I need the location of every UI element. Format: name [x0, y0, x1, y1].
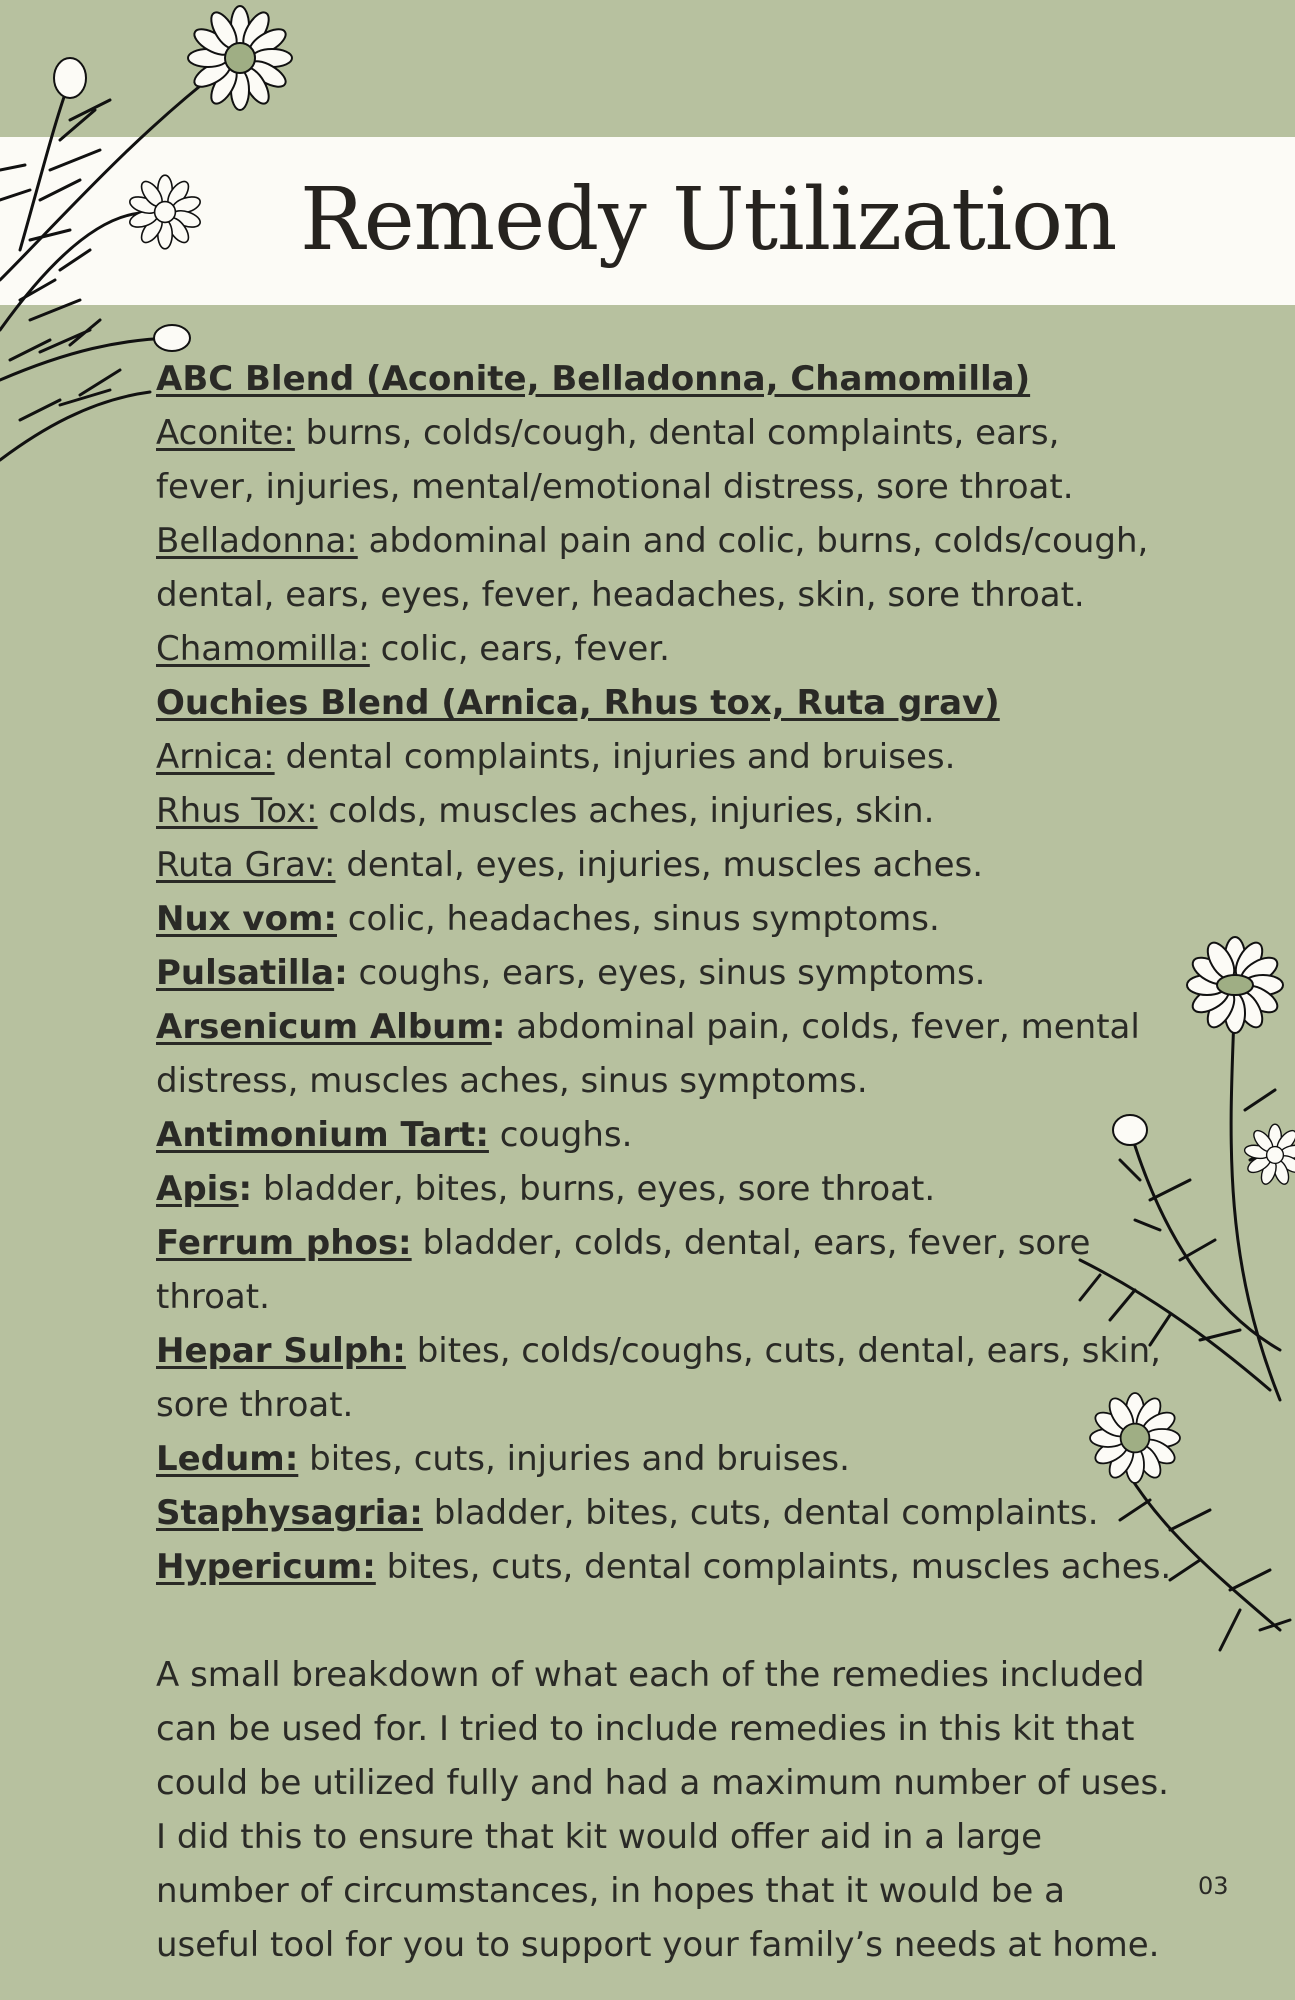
list-item: [156, 946, 1186, 1000]
remedy-name: Ruta Grav:: [156, 845, 336, 885]
remedy-uses: bites, cuts, injuries and bruises.: [309, 1439, 850, 1479]
remedy-uses-continued: sore throat.: [156, 1385, 354, 1425]
summary-line: A small breakdown of what each of the remedies included: [156, 1655, 1145, 1695]
chamomile-flower-icon: [1244, 1124, 1295, 1186]
list-item: [156, 784, 1186, 838]
remedy-colon: :: [334, 953, 348, 993]
list-item: [156, 1432, 1186, 1486]
remedy-name: Arnica:: [156, 737, 275, 777]
list-item: [156, 892, 1186, 946]
abc-blend-heading: ABC Blend (Aconite, Belladonna, Chamomilla): [156, 359, 1031, 399]
summary-line: could be utilized fully and had a maximum number of uses.: [156, 1763, 1169, 1803]
summary-line: number of circumstances, in hopes that it would be a: [156, 1871, 1065, 1911]
page-title: Remedy Utilization: [300, 170, 1117, 270]
remedy-uses: colds, muscles aches, injuries, skin.: [328, 791, 935, 831]
summary-line: can be used for. I tried to include remedies in this kit that: [156, 1709, 1135, 1749]
list-item: [156, 622, 1186, 676]
remedy-name: Staphysagria:: [156, 1493, 423, 1533]
remedy-colon: :: [491, 1007, 506, 1047]
summary-line: useful tool for you to support your family’s needs at home.: [156, 1925, 1160, 1965]
list-item: [156, 1540, 1186, 1594]
list-item: [156, 1108, 1186, 1162]
remedy-name: Rhus Tox:: [156, 791, 318, 831]
list-item: [156, 730, 1186, 784]
remedy-name: Hypericum:: [156, 1547, 376, 1587]
remedy-name: Ledum:: [156, 1439, 299, 1479]
remedy-list: [156, 352, 1186, 1972]
page-number: 03: [1198, 1872, 1229, 1900]
chamomile-flower-icon: [188, 6, 292, 110]
remedy-uses: dental complaints, injuries and bruises.: [285, 737, 956, 777]
remedy-uses: burns, colds/cough, dental complaints, ears,: [305, 413, 1060, 453]
remedy-name: Pulsatilla: [156, 953, 335, 993]
remedy-uses: bladder, bites, cuts, dental complaints.: [433, 1493, 1099, 1533]
remedy-uses: coughs, ears, eyes, sinus symptoms.: [358, 953, 986, 993]
remedy-name: Hepar Sulph:: [156, 1331, 406, 1371]
ouchies-blend-heading: Ouchies Blend (Arnica, Rhus tox, Ruta grav): [156, 683, 1000, 723]
list-item: [156, 838, 1186, 892]
remedy-name: Ferrum phos:: [156, 1223, 412, 1263]
remedy-name: Nux vom:: [156, 899, 337, 939]
remedy-name: Antimonium Tart:: [156, 1115, 489, 1155]
summary-line: I did this to ensure that kit would offer aid in a large: [156, 1817, 1043, 1857]
remedy-uses-continued: distress, muscles aches, sinus symptoms.: [156, 1061, 868, 1101]
remedy-name: Aconite:: [156, 413, 295, 453]
remedy-name: Chamomilla:: [156, 629, 370, 669]
remedy-uses: abdominal pain and colic, burns, colds/cough,: [368, 521, 1149, 561]
remedy-uses: coughs.: [499, 1115, 633, 1155]
summary-paragraph: [156, 1648, 1186, 1972]
remedy-uses: bites, colds/coughs, cuts, dental, ears, skin,: [416, 1331, 1161, 1371]
spacer: [156, 1594, 1186, 1648]
remedy-name: Apis: [156, 1169, 239, 1209]
remedy-colon: :: [238, 1169, 253, 1209]
list-item: [156, 1324, 1186, 1378]
remedy-uses: abdominal pain, colds, fever, mental: [516, 1007, 1140, 1047]
remedy-uses-continued: dental, ears, eyes, fever, headaches, skin, sore throat.: [156, 575, 1085, 615]
remedy-name: Arsenicum Album: [156, 1007, 492, 1047]
list-item: [156, 1216, 1186, 1270]
list-item: [156, 1000, 1186, 1054]
list-item: [156, 1486, 1186, 1540]
remedy-uses-continued: fever, injuries, mental/emotional distress, sore throat.: [156, 467, 1074, 507]
remedy-uses: colic, headaches, sinus symptoms.: [347, 899, 940, 939]
list-item: [156, 514, 1186, 568]
remedy-uses: dental, eyes, injuries, muscles aches.: [346, 845, 984, 885]
chamomile-flower-icon: [1187, 937, 1283, 1033]
remedy-uses: colic, ears, fever.: [380, 629, 670, 669]
list-item: [156, 1162, 1186, 1216]
remedy-uses: bites, cuts, dental complaints, muscles aches.: [386, 1547, 1172, 1587]
remedy-uses: bladder, bites, burns, eyes, sore throat.: [262, 1169, 936, 1209]
list-item: [156, 406, 1186, 460]
remedy-uses: bladder, colds, dental, ears, fever, sore: [422, 1223, 1091, 1263]
remedy-uses-continued: throat.: [156, 1277, 270, 1317]
remedy-name: Belladonna:: [156, 521, 358, 561]
